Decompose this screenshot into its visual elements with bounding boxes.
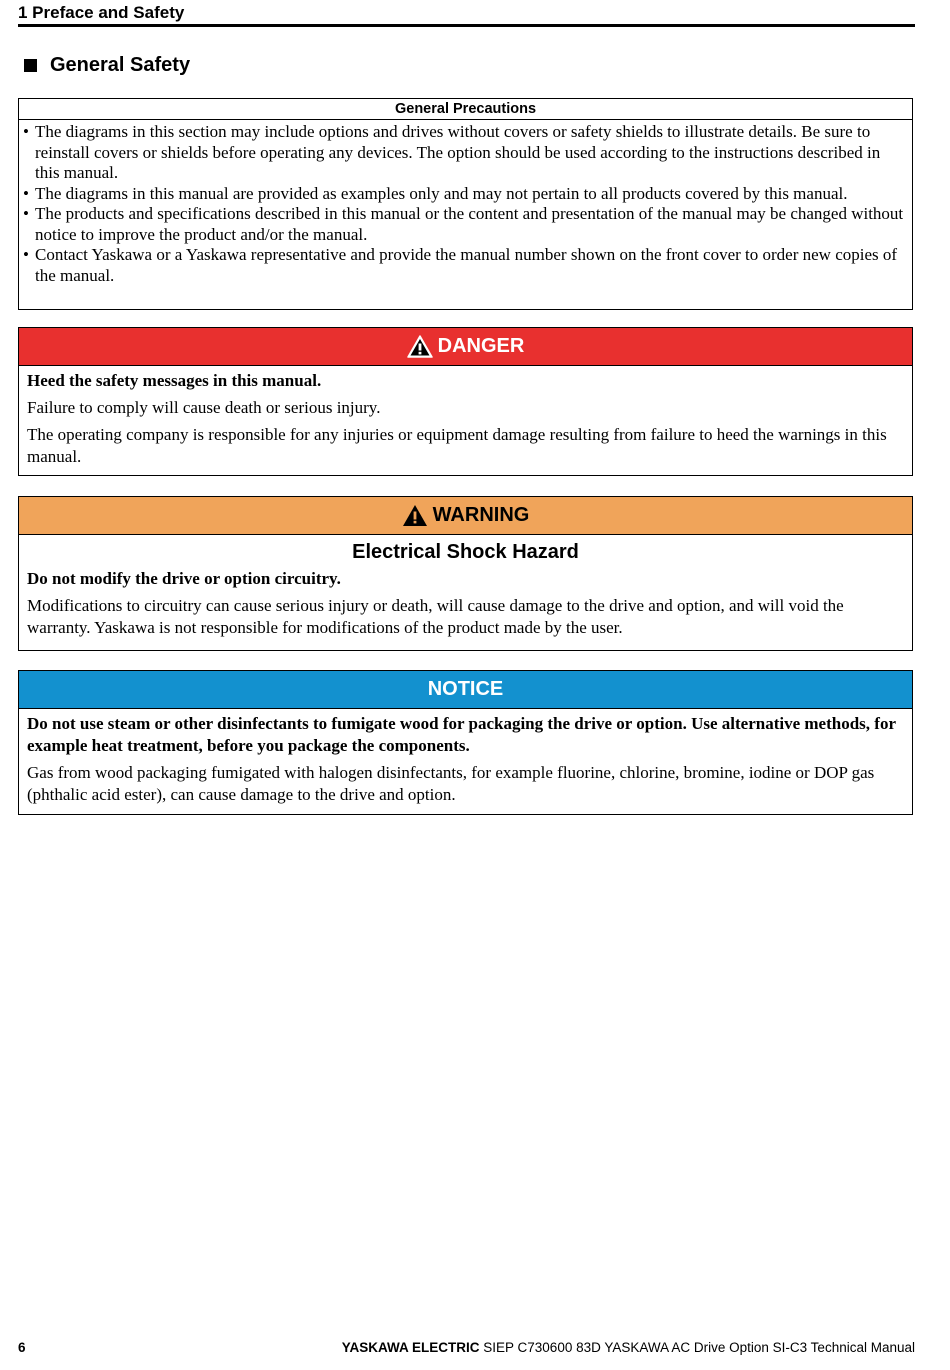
danger-header bbox=[19, 328, 912, 366]
list-item bbox=[23, 245, 908, 286]
bullet-icon: • bbox=[23, 245, 29, 264]
footer-brand: YASKAWA ELECTRIC bbox=[341, 1340, 480, 1355]
notice-label: NOTICE bbox=[427, 678, 504, 700]
list-item bbox=[23, 204, 908, 245]
footer-doc-title: SIEP C730600 83D YASKAWA AC Drive Option SI-C3 Technical Manual bbox=[479, 1340, 915, 1355]
notice-lead: Do not use steam or other disinfectants to fumigate wood for packaging the drive or option. Use alternative methods, for example heat treatment, before you package the components. bbox=[27, 714, 896, 755]
danger-label: DANGER bbox=[437, 335, 525, 357]
bullet-icon: • bbox=[23, 204, 29, 223]
general-precautions-box bbox=[18, 98, 913, 310]
warning-body bbox=[19, 535, 912, 639]
section-title bbox=[24, 54, 190, 77]
warning-triangle-icon bbox=[407, 335, 433, 358]
notice-line: Gas from wood packaging fumigated with halogen disinfectants, for example fluorine, chlorine, bromine, iodine or DOP gas (phthalic acid ester), can cause damage to the drive and option. bbox=[27, 763, 875, 804]
bullet-icon: • bbox=[23, 122, 29, 141]
running-head-text: 1 Preface and Safety bbox=[18, 3, 185, 22]
warning-callout bbox=[18, 496, 913, 651]
list-item bbox=[23, 184, 908, 205]
warning-line: Modifications to circuitry can cause serious injury or death, will cause damage to the drive and option, and will void the warranty. Yaskawa is not responsible for modifications of the product made by the user. bbox=[27, 596, 844, 637]
danger-callout bbox=[18, 327, 913, 476]
danger-lead: Heed the safety messages in this manual. bbox=[27, 371, 322, 390]
page-number: 6 bbox=[18, 1340, 26, 1355]
danger-line: Failure to comply will cause death or serious injury. bbox=[27, 398, 381, 417]
warning-label: WARNING bbox=[432, 504, 530, 526]
warning-header bbox=[19, 497, 912, 535]
warning-subhead: Electrical Shock Hazard bbox=[352, 541, 579, 563]
list-item bbox=[23, 122, 908, 184]
list-item-text: The diagrams in this section may include options and drives without covers or safety shields to illustrate details. Be sure to reinstall covers or shields before operating any devices. The option should be used according to the instructions described in this manual. bbox=[35, 122, 881, 182]
list-item-text: The products and specifications described in this manual or the content and presentation of the manual may be changed without notice to improve the product and/or the manual. bbox=[35, 204, 904, 244]
warning-triangle-icon bbox=[402, 504, 428, 527]
danger-line: The operating company is responsible for any injuries or equipment damage resulting from failure to heed the warnings in this manual. bbox=[27, 425, 887, 466]
footer-title bbox=[342, 1340, 915, 1355]
list-item-text: The diagrams in this manual are provided as examples only and may not pertain to all products covered by this manual. bbox=[35, 183, 848, 203]
danger-body bbox=[19, 366, 912, 468]
precautions-list bbox=[19, 122, 912, 286]
notice-callout bbox=[18, 670, 913, 815]
warning-lead: Do not modify the drive or option circuitry. bbox=[27, 569, 341, 588]
square-bullet-icon bbox=[24, 59, 37, 72]
list-item-text: Contact Yaskawa or a Yaskawa representative and provide the manual number shown on the front cover to order new copies of the manual. bbox=[35, 245, 898, 285]
running-head bbox=[18, 2, 915, 27]
notice-body bbox=[19, 709, 912, 806]
bullet-icon: • bbox=[23, 183, 29, 203]
notice-header bbox=[19, 671, 912, 709]
section-title-text: General Safety bbox=[50, 54, 191, 76]
general-precautions-header: General Precautions bbox=[19, 99, 912, 120]
